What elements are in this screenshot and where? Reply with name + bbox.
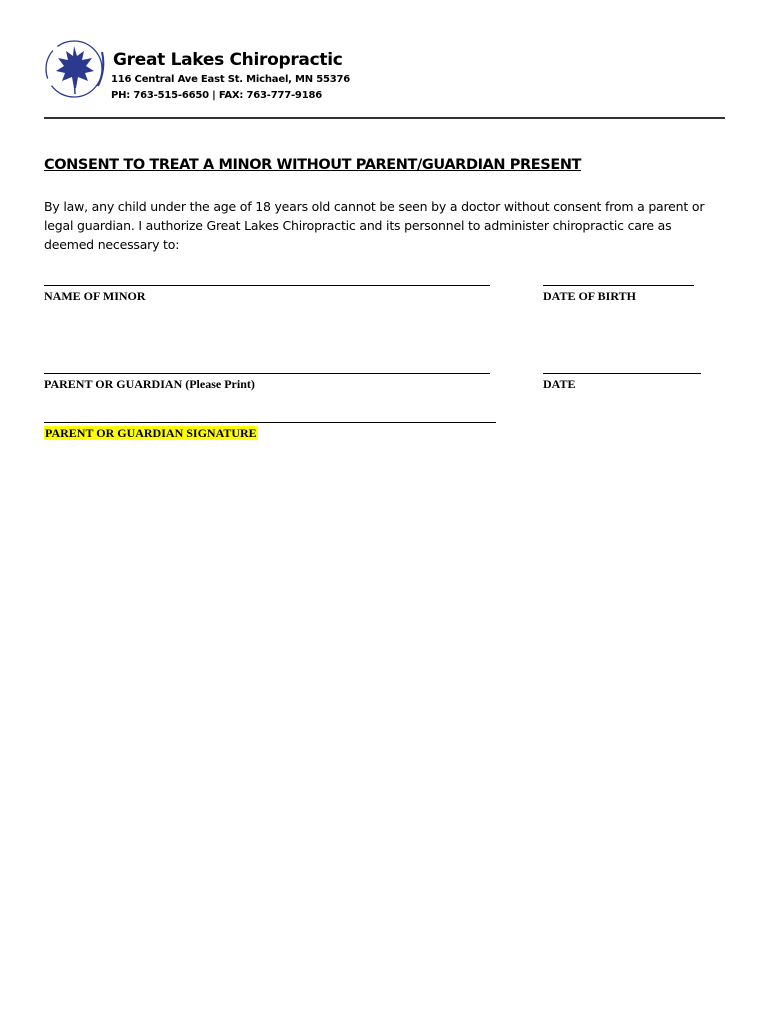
parent-print-line[interactable] [44,373,490,374]
name-of-minor-line[interactable] [44,285,490,286]
clinic-logo [44,38,108,100]
clinic-phone-fax: PH: 763-515-6650 | FAX: 763-777-9186 [111,90,322,101]
parent-signature-label: PARENT OR GUARDIAN SIGNATURE [45,426,257,440]
date-line[interactable] [543,373,701,374]
parent-print-label: PARENT OR GUARDIAN (Please Print) [44,377,255,391]
clinic-address: 116 Central Ave East St. Michael, MN 55376 [111,74,351,85]
parent-signature-line[interactable] [44,422,496,423]
parent-signature-label-wrap [44,426,258,441]
consent-paragraph: By law, any child under the age of 18 years old cannot be seen by a doctor without consent from a parent or legal guardian. I authorize Great Lakes Chiropractic and its personnel to administer chiropractic care as deemed necessary to: [44,199,705,252]
date-of-birth-line[interactable] [543,285,694,286]
date-label: DATE [543,377,576,391]
header-divider [44,117,725,119]
document-title: CONSENT TO TREAT A MINOR WITHOUT PARENT/GUARDIAN PRESENT [44,157,582,173]
clinic-name: Great Lakes Chiropractic [113,50,343,70]
date-of-birth-label: DATE OF BIRTH [543,289,636,303]
name-of-minor-label: NAME OF MINOR [44,289,146,303]
maple-leaf-icon [44,38,108,100]
